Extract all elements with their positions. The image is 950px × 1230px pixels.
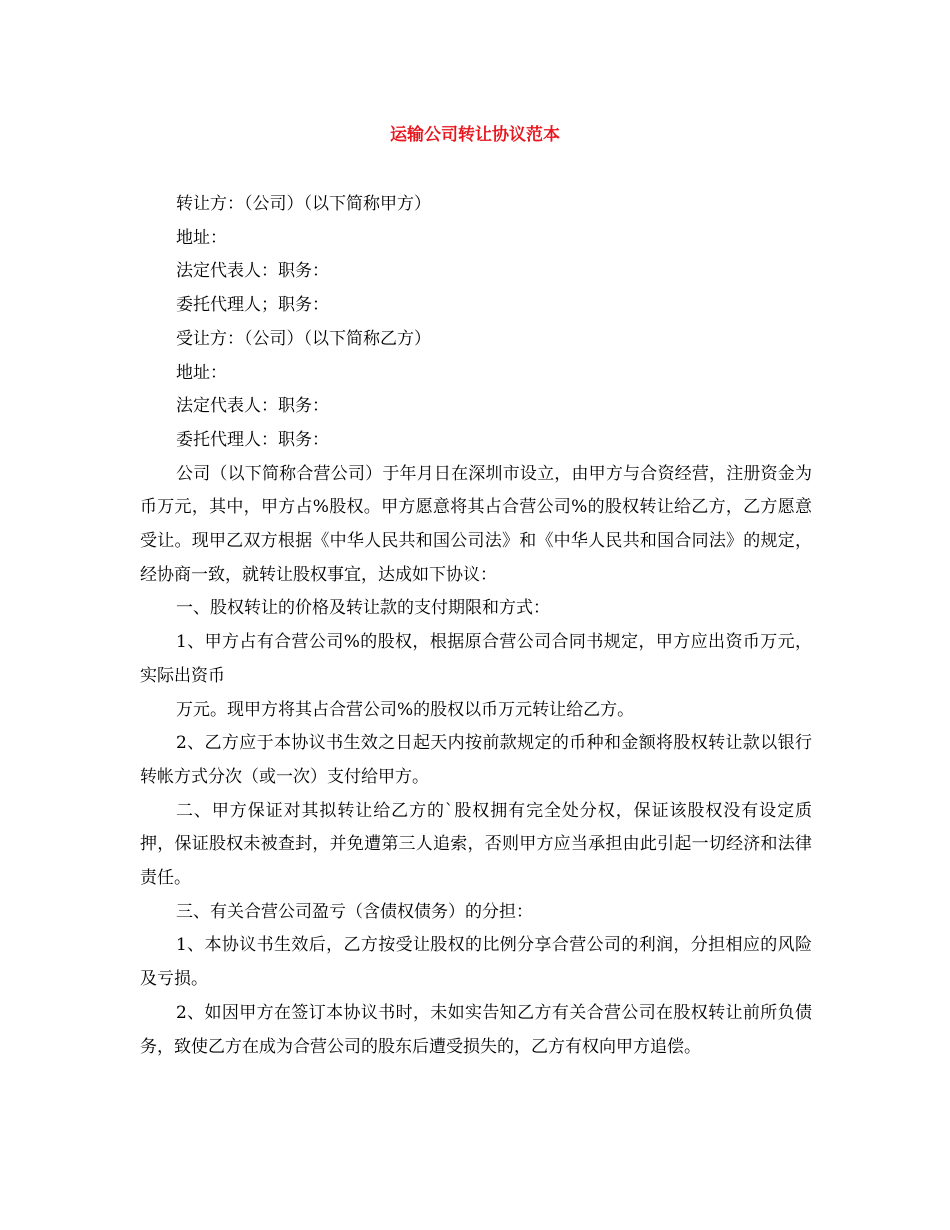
document-body xyxy=(140,188,812,1064)
clause-1-2: 2、乙方应于本协议书生效之日起天内按前款规定的币种和金额将股权转让款以银行转帐方式分次（或一次）支付给甲方。 xyxy=(140,733,812,787)
party-a-address: 地址： xyxy=(176,227,227,248)
clause-3-2: 2、如因甲方在签订本协议书时，未如实告知乙方有关合营公司在股权转让前所负债务，致使乙方在成为合营公司的股东后遭受损失的，乙方有权向甲方追偿。 xyxy=(140,1002,812,1057)
clause-3-1: 1、本协议书生效后，乙方按受让股权的比例分享合营公司的利润，分担相应的风险及亏损。 xyxy=(140,935,812,990)
party-a-legal-rep: 法定代表人：职务： xyxy=(176,261,329,282)
clause-1-1-continued: 万元。现甲方将其占合营公司%的股权以币万元转让给乙方。 xyxy=(176,699,635,720)
party-b-agent: 委托代理人：职务： xyxy=(176,429,329,450)
party-b-address: 地址： xyxy=(176,362,227,383)
section-2-paragraph: 二、甲方保证对其拟转让给乙方的`股权拥有完全处分权，保证该股权没有设定质押，保证股权未被查封，并免遭第三人追索，否则甲方应当承担由此引起一切经济和法律责任。 xyxy=(140,800,812,889)
document-title: 运输公司转让协议范本 xyxy=(390,125,560,145)
clause-1-1: 1、甲方占有合营公司%的股权，根据原合营公司合同书规定，甲方应出资币万元，实际出资币 xyxy=(140,632,812,686)
section-1-heading: 一、股权转让的价格及转让款的支付期限和方式： xyxy=(176,598,550,619)
preamble-paragraph: 公司（以下简称合营公司）于年月日在深圳市设立，由甲方与合资经营，注册资金为币万元，其中，甲方占%股权。甲方愿意将其占合营公司%的股权转让给乙方，乙方愿意受让。现甲乙双方根据《中华人民共和国公司法》和《中华人民共和国合同法》的规定，经协商一致，就转让股权事宜，达成如下协议： xyxy=(140,463,812,585)
party-a-agent: 委托代理人；职务： xyxy=(176,295,329,316)
section-3-heading: 三、有关合营公司盈亏（含债权债务）的分担： xyxy=(176,901,533,922)
party-b-line: 受让方：（公司）（以下简称乙方） xyxy=(176,328,431,349)
party-a-line: 转让方：（公司）（以下简称甲方） xyxy=(176,194,431,214)
party-b-legal-rep: 法定代表人：职务： xyxy=(176,396,329,417)
